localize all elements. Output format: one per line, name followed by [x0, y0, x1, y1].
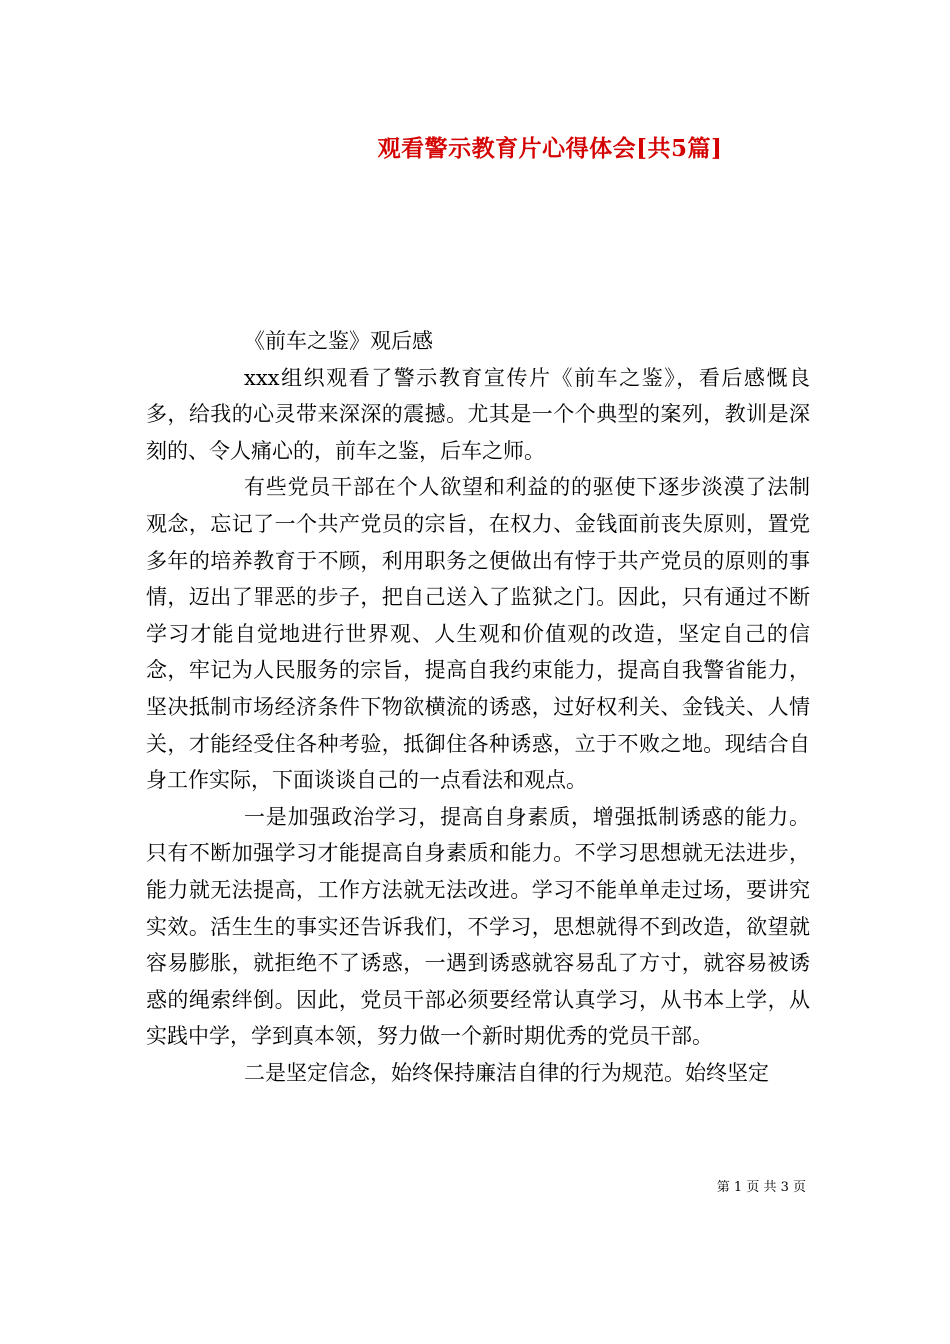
article-subheading: 《前车之鉴》观后感 [244, 329, 433, 353]
paragraph-1: xxx组织观看了警示教育宣传片《前车之鉴》，看后感慨良多，给我的心灵带来深深的震撼。尤其是一个个典型的案列，教训是深刻的、令人痛心的，前车之鉴，后车之师。 [146, 365, 810, 463]
article-body [146, 323, 810, 1091]
paragraph-3: 一是加强政治学习，提高自身素质，增强抵制诱惑的能力。只有不断加强学习才能提高自身素质和能力。不学习思想就无法进步，能力就无法提高，工作方法就无法改进。学习不能单单走过场，要讲究实效。活生生的事实还告诉我们，不学习，思想就得不到改造，欲望就容易膨胀，就拒绝不了诱惑，一遇到诱惑就容易乱了方寸，就容易被诱惑的绳索绊倒。因此，党员干部必须要经常认真学习，从书本上学，从实践中学，学到真本领，努力做一个新时期优秀的党员干部。 [146, 804, 810, 1049]
page-footer: 第 1 页 共 3 页 [716, 1180, 806, 1195]
paragraph-4: 二是坚定信念，始终保持廉洁自律的行为规范。始终坚定 [244, 1060, 769, 1085]
paragraph-2: 有些党员干部在个人欲望和利益的的驱使下逐步淡漠了法制观念，忘记了一个共产党员的宗旨，在权力、金钱面前丧失原则，置党多年的培养教育于不顾，利用职务之便做出有悖于共产党员的原则的事情，迈出了罪恶的步子，把自己送入了监狱之门。因此，只有通过不断学习才能自觉地进行世界观、人生观和价值观的改造，坚定自己的信念，牢记为人民服务的宗旨，提高自我约束能力，提高自我警省能力，坚决抵制市场经济条件下物欲横流的诱惑，过好权利关、金钱关、人情关，才能经受住各种考验，抵御住各种诱惑，立于不败之地。现结合自身工作实际，下面谈谈自己的一点看法和观点。 [146, 475, 810, 793]
page-title: 观看警示教育片心得体会[共5篇] [377, 135, 723, 162]
